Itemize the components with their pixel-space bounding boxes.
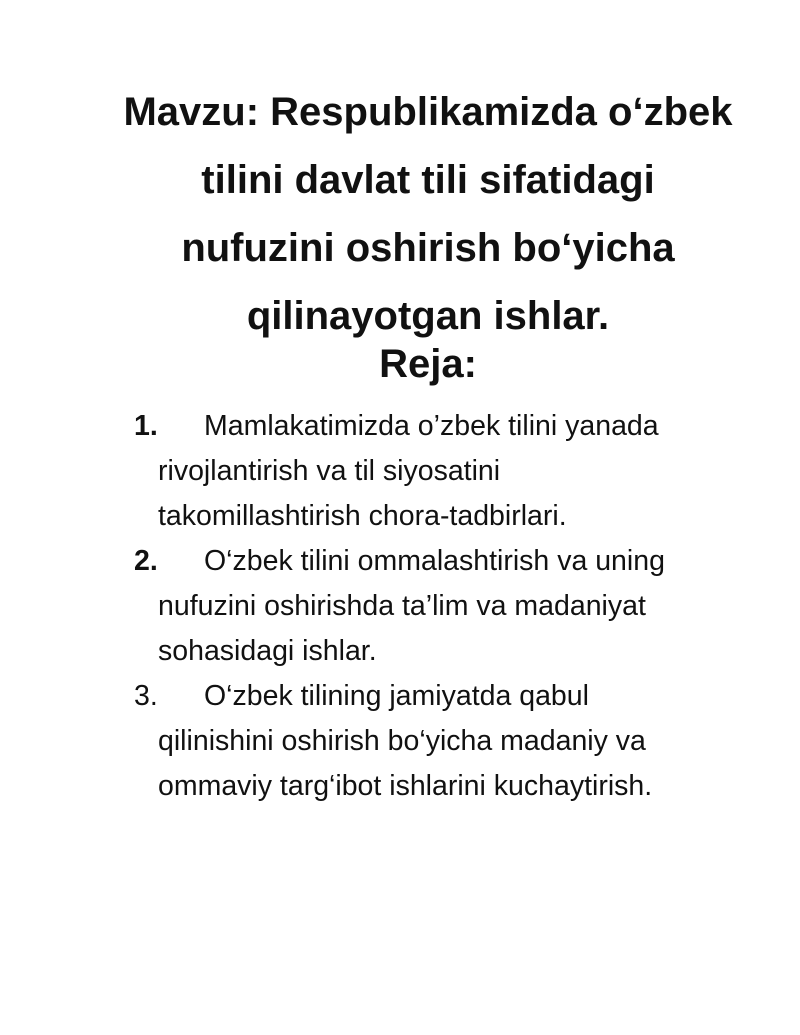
document-title	[100, 78, 756, 350]
plan-item-number: 3.	[134, 680, 158, 712]
plan-item-text: O‘zbek tilining jamiyatda qabul	[204, 680, 589, 712]
plan-item-text: rivojlantirish va til siyosatini	[158, 455, 501, 487]
plan-item-2	[134, 539, 774, 674]
plan-item-3	[134, 674, 774, 809]
title-line: nufuzini oshirish bo‘yicha	[181, 226, 675, 270]
title-line: tilini davlat tili sifatidagi	[201, 158, 655, 202]
plan-item-1	[134, 404, 774, 539]
plan-item-first-line	[134, 404, 774, 449]
plan-heading: Reja:	[379, 342, 477, 386]
plan-item-text: ommaviy targ‘ibot ishlarini kuchaytirish.	[158, 770, 653, 802]
plan-item-number: 1.	[134, 410, 158, 442]
plan-item-text: takomillashtirish chora-tadbirlari.	[158, 500, 567, 532]
plan-item-first-line	[134, 539, 774, 584]
plan-item-text: Mamlakatimizda o’zbek tilini yanada	[204, 410, 659, 442]
plan-item-text: sohasidagi ishlar.	[158, 635, 377, 667]
title-line: Mavzu: Respublikamizda o‘zbek	[123, 90, 733, 134]
title-line: qilinayotgan ishlar.	[246, 294, 610, 338]
plan-item-text: nufuzini oshirishda ta’lim va madaniyat	[158, 590, 646, 622]
plan-item-text: qilinishini oshirish bo‘yicha madaniy va	[158, 725, 646, 757]
plan-list	[134, 404, 774, 809]
plan-item-first-line	[134, 674, 774, 719]
plan-item-text: O‘zbek tilini ommalashtirish va uning	[204, 545, 665, 577]
plan-item-number: 2.	[134, 545, 158, 577]
